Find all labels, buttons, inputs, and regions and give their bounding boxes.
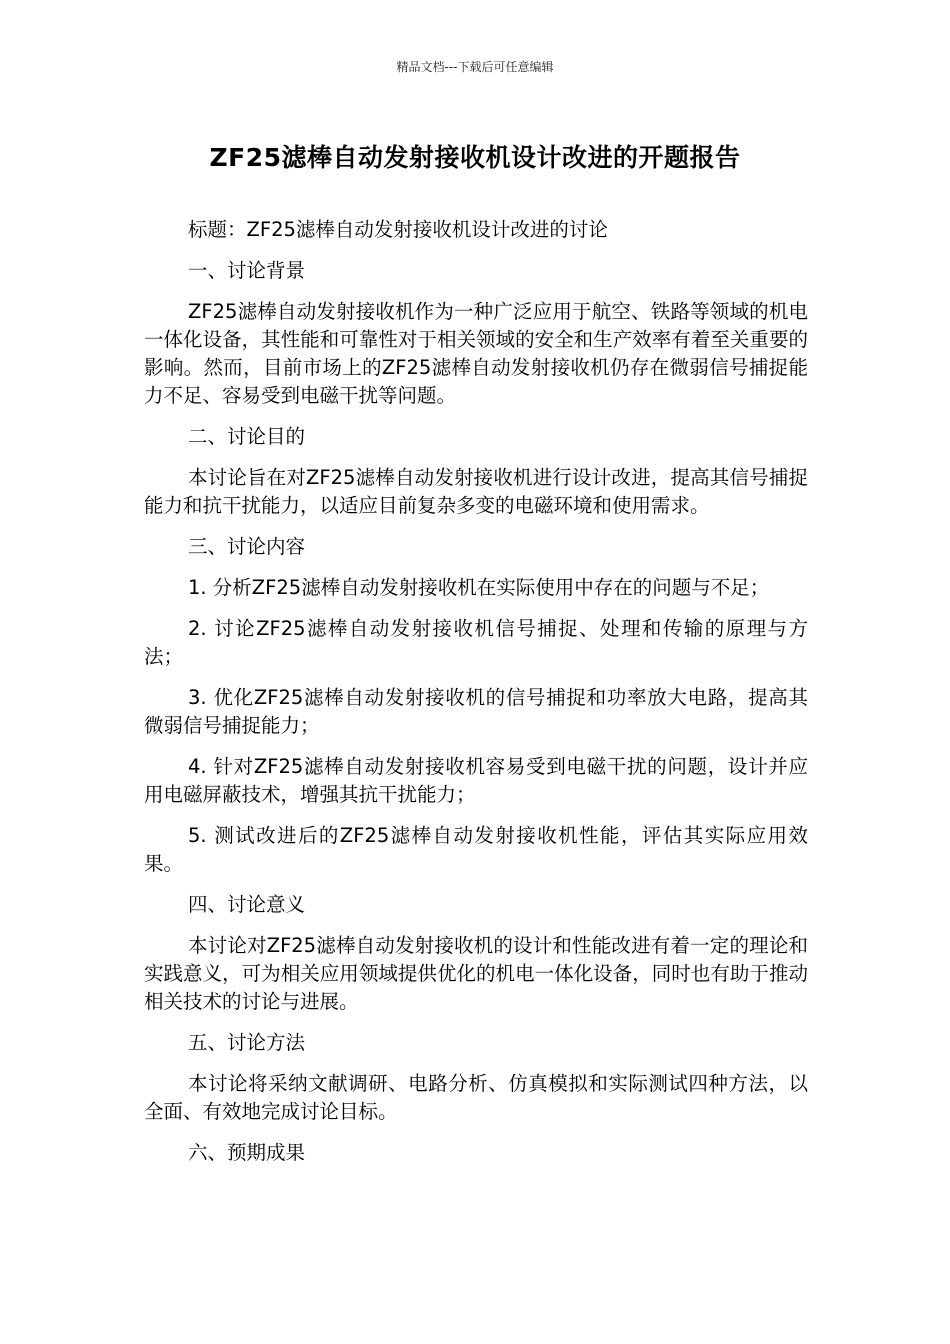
background-paragraph: ZF25滤棒自动发射接收机作为一种广泛应用于航空、铁路等领域的机电一体化设备，其性能和可靠性对于相关领域的安全和生产效率有着至关重要的影响。然而，目前市场上的ZF25滤棒自动发射接收机仍存在微弱信号捕捉能力不足、容易受到电磁干扰等问题。: [144, 300, 808, 407]
content-item-2: 2. 讨论ZF25滤棒自动发射接收机信号捕捉、处理和传输的原理与方法；: [144, 617, 808, 668]
section-heading-significance: 四、讨论意义: [188, 893, 306, 916]
document-body: [144, 216, 808, 1180]
header-note: 精品文档---下载后可任意编辑: [396, 60, 554, 74]
section-heading-expected-results: 六、预期成果: [188, 1141, 306, 1164]
document-title: ZF25滤棒自动发射接收机设计改进的开题报告: [209, 143, 741, 172]
section-heading-method: 五、讨论方法: [188, 1031, 306, 1054]
content-item-4: 4. 针对ZF25滤棒自动发射接收机容易受到电磁干扰的问题，设计并应用电磁屏蔽技术，增强其抗干扰能力；: [144, 755, 808, 806]
section-heading-purpose: 二、讨论目的: [188, 425, 306, 448]
content-item-1: 1. 分析ZF25滤棒自动发射接收机在实际使用中存在的问题与不足；: [188, 576, 770, 599]
method-paragraph: 本讨论将采纳文献调研、电路分析、仿真模拟和实际测试四种方法，以全面、有效地完成讨论目标。: [144, 1072, 808, 1123]
subject-line: 标题：ZF25滤棒自动发射接收机设计改进的讨论: [188, 218, 608, 241]
significance-paragraph: 本讨论对ZF25滤棒自动发射接收机的设计和性能改进有着一定的理论和实践意义，可为相关应用领域提供优化的机电一体化设备，同时也有助于推动相关技术的讨论与进展。: [144, 934, 808, 1013]
section-heading-background: 一、讨论背景: [188, 259, 306, 282]
content-item-3: 3. 优化ZF25滤棒自动发射接收机的信号捕捉和功率放大电路，提高其微弱信号捕捉能力；: [144, 686, 808, 737]
section-heading-content: 三、讨论内容: [188, 535, 306, 558]
content-item-5: 5. 测试改进后的ZF25滤棒自动发射接收机性能，评估其实际应用效果。: [144, 824, 808, 875]
purpose-paragraph: 本讨论旨在对ZF25滤棒自动发射接收机进行设计改进，提高其信号捕捉能力和抗干扰能力，以适应目前复杂多变的电磁环境和使用需求。: [144, 466, 808, 517]
